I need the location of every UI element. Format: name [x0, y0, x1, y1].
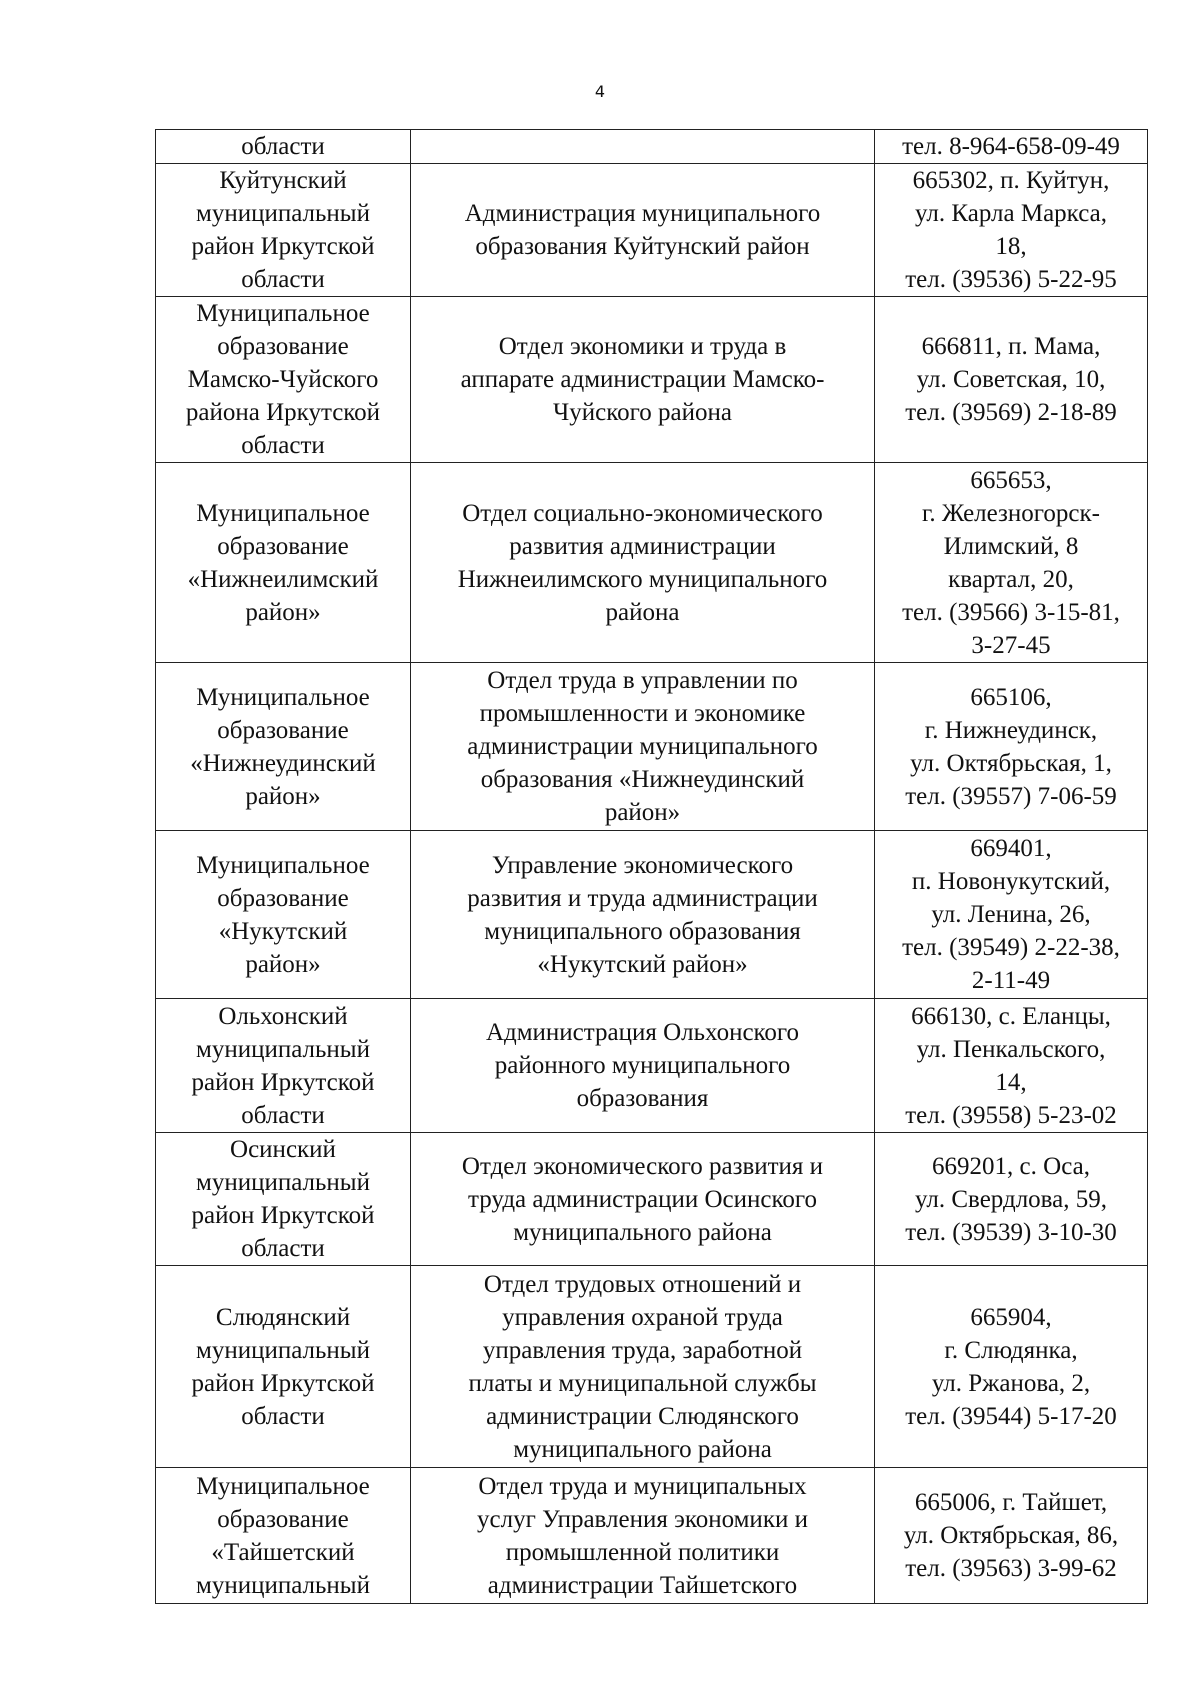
contact-cell: 666811, п. Мама, ул. Советская, 10, тел. (39569) 2-18-89	[875, 297, 1148, 463]
department-cell: Отдел трудовых отношений и управления охраной труда управления труда, заработной платы и муниципальной службы администрации Слюдянского муниципального района	[411, 1266, 875, 1468]
department-cell: Администрация Ольхонского районного муниципального образования	[411, 999, 875, 1133]
contact-cell: 665653, г. Железногорск- Илимский, 8 квартал, 20, тел. (39566) 3-15-81, 3-27-45	[875, 463, 1148, 663]
department-cell: Отдел экономики и труда в аппарате администрации Мамско- Чуйского района	[411, 297, 875, 463]
department-cell: Отдел труда в управлении по промышленности и экономике администрации муниципального образования «Нижнеудинский район»	[411, 663, 875, 831]
table-row	[156, 297, 1148, 463]
department-cell: Отдел труда и муниципальных услуг Управления экономики и промышленной политики администрации Тайшетского	[411, 1468, 875, 1604]
table-row	[156, 999, 1148, 1133]
municipality-cell: Куйтунский муниципальный район Иркутской области	[156, 164, 411, 297]
municipality-cell: Муниципальное образование «Нукутский район»	[156, 831, 411, 999]
municipality-cell: области	[156, 130, 411, 164]
contact-cell: 669401, п. Новонукутский, ул. Ленина, 26, тел. (39549) 2-22-38, 2-11-49	[875, 831, 1148, 999]
contact-cell: тел. 8-964-658-09-49	[875, 130, 1148, 164]
municipality-cell: Муниципальное образование Мамско-Чуйского района Иркутской области	[156, 297, 411, 463]
page-number: 4	[594, 82, 606, 101]
department-cell: Управление экономического развития и труда администрации муниципального образования «Нукутский район»	[411, 831, 875, 999]
table-row	[156, 130, 1148, 164]
contact-cell: 669201, с. Оса, ул. Свердлова, 59, тел. (39539) 3-10-30	[875, 1133, 1148, 1266]
department-cell	[411, 130, 875, 164]
table-row	[156, 463, 1148, 663]
department-cell: Администрация муниципального образования Куйтунский район	[411, 164, 875, 297]
table-row	[156, 663, 1148, 831]
department-cell: Отдел экономического развития и труда администрации Осинского муниципального района	[411, 1133, 875, 1266]
contact-cell: 665006, г. Тайшет, ул. Октябрьская, 86, тел. (39563) 3-99-62	[875, 1468, 1148, 1604]
table-row	[156, 831, 1148, 999]
municipality-cell: Ольхонский муниципальный район Иркутской области	[156, 999, 411, 1133]
table-row	[156, 1266, 1148, 1468]
municipality-cell: Муниципальное образование «Нижнеилимский район»	[156, 463, 411, 663]
table-row	[156, 1468, 1148, 1604]
municipality-cell: Муниципальное образование «Нижнеудинский район»	[156, 663, 411, 831]
municipality-cell: Слюдянский муниципальный район Иркутской области	[156, 1266, 411, 1468]
contacts-table	[155, 129, 1148, 1604]
contact-cell: 665904, г. Слюдянка, ул. Ржанова, 2, тел. (39544) 5-17-20	[875, 1266, 1148, 1468]
contact-cell: 666130, с. Еланцы, ул. Пенкальского, 14, тел. (39558) 5-23-02	[875, 999, 1148, 1133]
municipality-cell: Осинский муниципальный район Иркутской области	[156, 1133, 411, 1266]
contact-cell: 665302, п. Куйтун, ул. Карла Маркса, 18, тел. (39536) 5-22-95	[875, 164, 1148, 297]
table-row	[156, 164, 1148, 297]
table-row	[156, 1133, 1148, 1266]
department-cell: Отдел социально-экономического развития администрации Нижнеилимского муниципального района	[411, 463, 875, 663]
municipality-cell: Муниципальное образование «Тайшетский муниципальный	[156, 1468, 411, 1604]
contact-cell: 665106, г. Нижнеудинск, ул. Октябрьская, 1, тел. (39557) 7-06-59	[875, 663, 1148, 831]
